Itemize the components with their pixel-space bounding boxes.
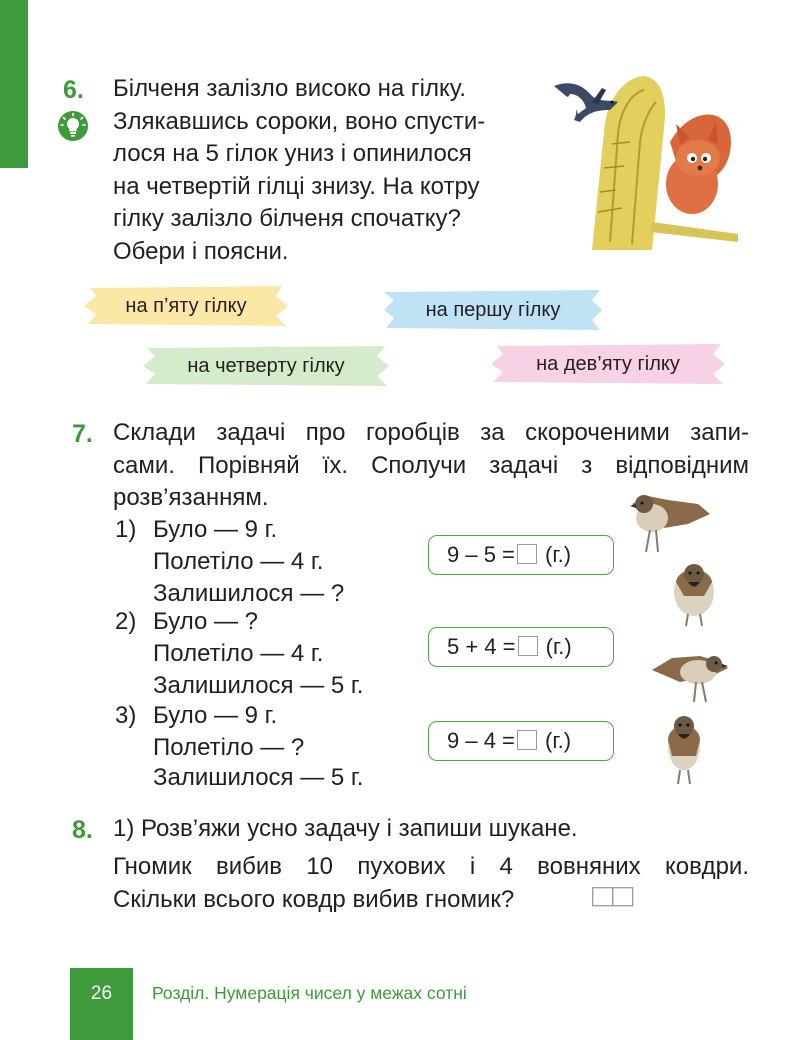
option-ribbon-first-branch[interactable] xyxy=(382,290,604,330)
option-ribbon-fifth-branch[interactable] xyxy=(82,286,290,326)
task-6-line: гілку залізло білченя спочатку? xyxy=(113,205,461,232)
answer-cells[interactable] xyxy=(592,887,634,907)
equation-expression: 9 – 4 = xyxy=(447,728,515,753)
task-7-line: Склади задачі про горобців за скороченими запи- xyxy=(113,419,749,446)
record-line: Полетіло — 4 г. xyxy=(153,640,324,667)
option-label: на п’яту гілку xyxy=(125,295,247,317)
option-ribbon-ninth-branch[interactable] xyxy=(489,344,727,384)
sparrow-image xyxy=(628,490,714,560)
sparrow-image xyxy=(662,710,706,786)
squirrel-magpie-illustration xyxy=(552,72,742,252)
record-number: 1) xyxy=(115,516,137,543)
record-line: Було — ? xyxy=(153,608,258,635)
sparrow-image xyxy=(650,644,730,706)
equation-expression: 5 + 4 = xyxy=(447,634,516,659)
record-line: Полетіло — 4 г. xyxy=(153,548,324,575)
record-line: Було — 9 г. xyxy=(153,516,278,543)
equation-box[interactable] xyxy=(428,721,614,761)
task-7-line: розв’язанням. xyxy=(113,484,269,511)
page-number: 26 xyxy=(90,983,113,1004)
task-8-line: Скільки всього ковдр вибив гномик? xyxy=(113,885,515,913)
task-8-instruction: 1) Розв’яжи усно задачу і запиши шукане. xyxy=(113,815,578,842)
chapter-marker-tab xyxy=(0,0,28,168)
task-6-line: на четвертій гілці знизу. На котру xyxy=(113,172,480,200)
task-7-number: 7. xyxy=(72,420,93,448)
task-7-line: сами. Порівняй їх. Сполучи задачі з відповідним xyxy=(113,451,749,479)
task-6-line: Обери і поясни. xyxy=(113,237,289,265)
equation-box[interactable] xyxy=(428,627,614,667)
answer-square[interactable] xyxy=(517,730,537,750)
task-6-text xyxy=(113,73,485,268)
option-label: на першу гілку xyxy=(425,299,561,321)
task-8-text xyxy=(113,851,749,916)
task-8-line: Гномик вибив 10 пухових і 4 вовняних ковдри. xyxy=(113,853,749,880)
lightbulb-icon xyxy=(57,110,89,142)
option-label: на дев’яту гілку xyxy=(536,353,680,375)
record-number: 3) xyxy=(115,702,137,729)
record-line: Було — 9 г. xyxy=(153,702,278,729)
task-6-line: Білченя залізло високо на гілку. xyxy=(113,75,466,102)
task-6-number: 6. xyxy=(63,76,84,104)
task-8-number: 8. xyxy=(72,816,93,844)
equation-unit: (г.) xyxy=(545,634,572,659)
record-number: 2) xyxy=(115,608,137,635)
equation-unit: (г.) xyxy=(545,542,572,567)
answer-square[interactable] xyxy=(518,636,538,656)
record-line: Залишилося — 5 г. xyxy=(153,764,364,791)
record-line: Залишилося — 5 г. xyxy=(153,672,364,699)
equation-unit: (г.) xyxy=(545,728,572,753)
section-title: Розділ. Нумерація чисел у межах сотні xyxy=(152,983,467,1003)
option-label: на четверту гілку xyxy=(187,355,345,377)
record-line: Залишилося — ? xyxy=(153,580,345,607)
record-line: Полетіло — ? xyxy=(153,734,305,761)
task-6-line: Злякавшись сороки, воно спусти- xyxy=(113,107,486,135)
sparrow-image xyxy=(664,556,724,628)
equation-expression: 9 – 5 = xyxy=(447,542,515,567)
equation-box[interactable] xyxy=(428,535,614,575)
option-ribbon-fourth-branch[interactable] xyxy=(141,346,391,386)
answer-square[interactable] xyxy=(517,544,537,564)
task-6-line: лося на 5 гілок униз і опинилося xyxy=(113,140,472,167)
